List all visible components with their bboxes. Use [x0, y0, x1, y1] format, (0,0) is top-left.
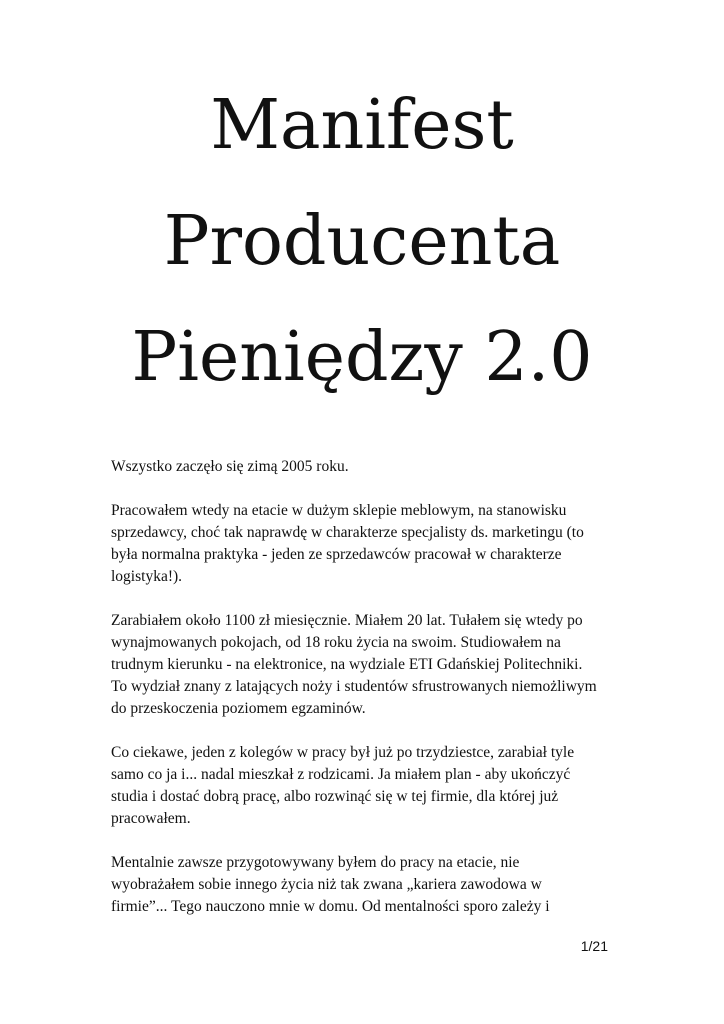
title-line: Pieniędzy 2.0 — [131, 318, 593, 397]
paragraph — [111, 852, 631, 918]
text-line: do przeskoczenia poziomem egzaminów. — [111, 700, 366, 717]
text-line: była normalna praktyka - jeden ze sprzedawców pracował w charakterze — [111, 546, 562, 563]
text-line: wyobrażałem sobie innego życia niż tak zwana „kariera zawodowa w — [111, 876, 542, 893]
text-line: pracowałem. — [111, 810, 191, 827]
text-line: samo co ja i... nadal mieszkał z rodzicami. Ja miałem plan - aby ukończyć — [111, 766, 571, 783]
text-line: Zarabiałem około 1100 zł miesięcznie. Miałem 20 lat. Tułałem się wtedy po — [111, 612, 583, 629]
text-line: Wszystko zaczęło się zimą 2005 roku. — [111, 458, 349, 475]
text-line: sprzedawcy, choć tak naprawdę w charakterze specjalisty ds. marketingu (to — [111, 524, 584, 541]
text-line: wynajmowanych pokojach, od 18 roku życia na swoim. Studiowałem na — [111, 634, 561, 651]
document-title — [0, 68, 724, 416]
paragraph — [111, 610, 631, 720]
paragraph — [111, 742, 631, 830]
text-line: logistyka!). — [111, 568, 183, 585]
text-line: Pracowałem wtedy na etacie w dużym sklepie meblowym, na stanowisku — [111, 502, 567, 519]
text-line: firmie”... Tego nauczono mnie w domu. Od mentalności sporo zależy i — [111, 898, 550, 915]
title-line: Producenta — [163, 202, 561, 281]
title-line: Manifest — [210, 86, 514, 165]
paragraph — [111, 500, 631, 588]
page-number: 1/21 — [580, 938, 608, 954]
paragraph — [111, 456, 631, 478]
text-line: studia i dostać dobrą pracę, albo rozwinąć się w tej firmie, dla której już — [111, 788, 559, 805]
text-line: To wydział znany z latających noży i studentów sfrustrowanych niemożliwym — [111, 678, 597, 695]
text-line: Co ciekawe, jeden z kolegów w pracy był już po trzydziestce, zarabiał tyle — [111, 744, 575, 761]
text-line: trudnym kierunku - na elektronice, na wydziale ETI Gdańskiej Politechniki. — [111, 656, 583, 673]
document-body — [111, 456, 631, 940]
text-line: Mentalnie zawsze przygotowywany byłem do pracy na etacie, nie — [111, 854, 520, 871]
